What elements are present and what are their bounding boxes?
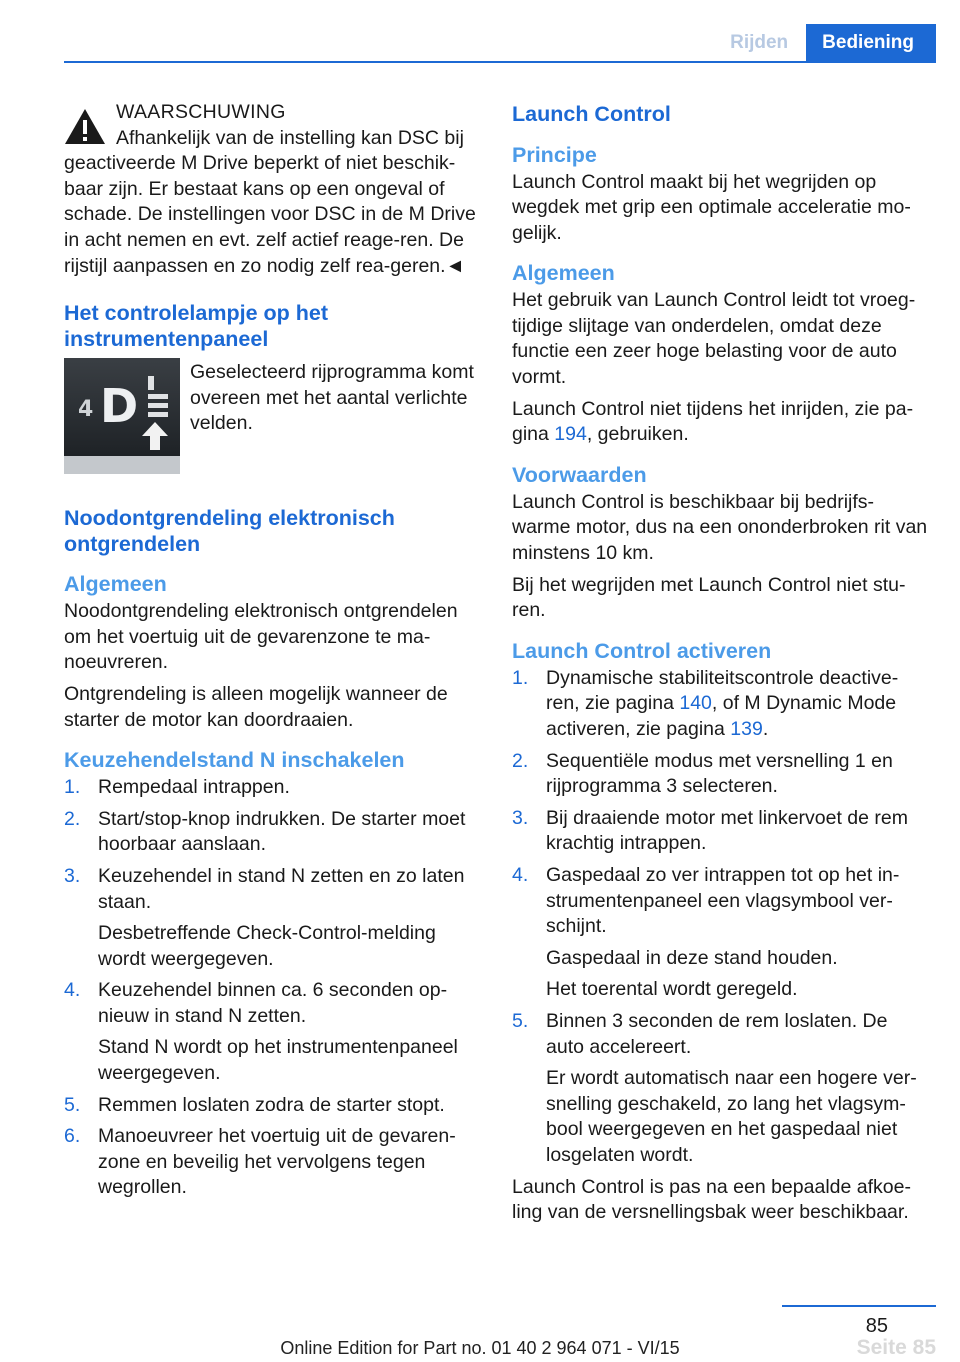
step-extra: Gaspedaal in deze stand houden. <box>546 946 838 969</box>
step-text: Sequentiële modus met versnelling 1 en rijprogramma 3 selecteren. <box>546 749 893 798</box>
step-text: Dynamische stabiliteitscontrole deactive-ren, zie pagina 140, of M Dynamic Mode activeren, zie pagina 139. <box>546 666 899 740</box>
gear-letter: D <box>100 379 139 434</box>
heading-launch-control-activeren: Launch Control activeren <box>512 638 772 663</box>
heading-algemeen-left: Algemeen <box>64 572 167 597</box>
heading-principe: Principe <box>512 142 597 167</box>
voorwaarden-paragraph-2: Bij het wegrijden met Launch Control niet stu-ren. <box>512 573 906 622</box>
page-link-194[interactable]: 194 <box>554 423 587 446</box>
step-number: 4. <box>512 863 529 886</box>
left-column <box>64 100 482 1207</box>
list-item <box>512 749 930 800</box>
watermark: Seite 85 <box>856 1336 936 1359</box>
page-link-139[interactable]: 139 <box>730 718 763 740</box>
step-number: 3. <box>64 864 81 887</box>
right-column <box>512 100 930 1232</box>
heading-algemeen-right: Algemeen <box>512 261 615 286</box>
list-item <box>64 775 482 801</box>
heading-controlelampje: Het controlelampje op het instrumentenpaneel <box>64 301 329 351</box>
warning-block <box>64 100 482 279</box>
step-extra: Stand N wordt op het instrumentenpaneel weergegeven. <box>98 1036 458 1085</box>
step-number: 3. <box>512 806 529 829</box>
heading-noodontgrendeling: Noodontgrendeling elektronisch ontgrendelen <box>64 506 395 556</box>
step-extra: Het toerental wordt geregeld. <box>546 978 798 1001</box>
step-number: 5. <box>64 1093 81 1116</box>
nood-paragraph-2: Ontgrendeling is alleen mogelijk wanneer de starter de motor kan doordraaien. <box>64 682 448 731</box>
list-item <box>64 978 482 1086</box>
step-number: 2. <box>64 807 81 830</box>
step-number: 1. <box>512 666 529 689</box>
list-item <box>64 1124 482 1201</box>
step-text: Bij draaiende motor met linkervoet de rem krachtig intrappen. <box>546 806 908 855</box>
nood-paragraph-1: Noodontgrendeling elektronisch ontgrendelen om het voertuig uit de gevarenzone te ma-noeuvreren. <box>64 600 458 674</box>
list-item <box>512 666 930 743</box>
keuze-steps-list <box>64 775 482 1201</box>
top-navigation <box>712 24 936 62</box>
lamp-description: Geselecteerd rijprogramma komt overeen met het aantal verlichte velden. <box>190 361 474 435</box>
heading-keuzehendelstand: Keuzehendelstand N inschakelen <box>64 748 405 773</box>
step-number: 6. <box>64 1125 81 1148</box>
step-text: Remmen loslaten zodra de starter stopt. <box>98 1093 445 1116</box>
page-link-140[interactable]: 140 <box>679 692 712 715</box>
list-item <box>512 1009 930 1169</box>
step-text: Keuzehendel in stand N zetten en zo laten staan. <box>98 864 465 913</box>
step-text: Manoeuvreer het voertuig uit de gevaren-zone en beveilig het vervolgens tegen wegrollen. <box>98 1125 456 1199</box>
list-item <box>64 864 482 972</box>
activeren-closing: Launch Control is pas na een bepaalde afkoe-ling van de versnellingsbak weer beschikbaar. <box>512 1175 911 1224</box>
warning-triangle-icon <box>64 108 106 145</box>
step-text: Rempedaal intrappen. <box>98 776 290 799</box>
lamp-image-row <box>64 358 482 474</box>
algemeen-paragraph-1: Het gebruik van Launch Control leidt tot vroeg-tijdige slijtage van onderdelen, omdat deze functie een zeer hoge belasting voor de auto vormt. <box>512 289 916 389</box>
heading-voorwaarden: Voorwaarden <box>512 462 647 487</box>
tab-rijden[interactable]: Rijden <box>730 32 789 53</box>
list-item <box>512 863 930 1003</box>
voorwaarden-paragraph-1: Launch Control is beschikbaar bij bedrijfs-warme motor, dus na een ononderbroken rit van minstens 10 km. <box>512 490 928 565</box>
algemeen-paragraph-2: Launch Control niet tijdens het inrijden, zie pa-gina 194, gebruiken. <box>512 397 914 446</box>
gear-number: 4 <box>78 397 94 423</box>
step-text: Binnen 3 seconden de rem loslaten. De auto accelereert. <box>546 1009 888 1058</box>
step-text: Keuzehendel binnen ca. 6 seconden op-nieuw in stand N zetten. <box>98 979 448 1027</box>
footer-rule <box>782 1305 936 1307</box>
step-number: 5. <box>512 1009 529 1032</box>
step-text: Gaspedaal zo ver intrappen tot op het in-strumentenpaneel een vlagsymbool ver-schijnt. <box>546 863 900 938</box>
tab-bediening[interactable]: Bediening <box>806 24 936 62</box>
step-number: 4. <box>64 979 81 1002</box>
activeren-steps-list <box>512 666 930 1169</box>
step-extra: Desbetreffende Check-Control-melding wordt weergegeven. <box>98 922 436 970</box>
list-item <box>64 807 482 858</box>
heading-launch-control: Launch Control <box>512 102 671 126</box>
instrument-panel-gear-icon <box>64 358 180 474</box>
principe-text: Launch Control maakt bij het wegrijden op wegdek met grip een optimale acceleratie mo-gelijk. <box>512 170 911 244</box>
warning-text: geactiveerde M Drive beperkt of niet beschik-baar zijn. Er bestaat kans op een ongeval of schade. De instellingen voor DSC in de M Drive in acht nemen en evt. zelf actief reage-ren. De rijstijl aanpassen en zo nodig zelf rea-geren.◄ <box>64 152 476 277</box>
step-text: Start/stop-knop indrukken. De starter moet hoorbaar aanslaan. <box>98 807 466 856</box>
step-number: 2. <box>512 749 529 772</box>
list-item <box>64 1093 482 1119</box>
warning-title: WAARSCHUWING <box>116 101 286 123</box>
page-number: 85 <box>865 1315 888 1337</box>
step-number: 1. <box>64 776 81 799</box>
step-extra: Er wordt automatisch naar een hogere ver-snelling geschakeld, zo lang het vlagsym-bool weergegeven en het gaspedaal niet losgelaten wordt. <box>546 1067 917 1166</box>
edition-footer: Online Edition for Part no. 01 40 2 964 071 - VI/15 <box>280 1338 680 1358</box>
list-item <box>512 806 930 857</box>
header-rule <box>64 61 936 63</box>
warning-text-first-line: Afhankelijk van de instelling kan DSC bij <box>116 126 464 149</box>
